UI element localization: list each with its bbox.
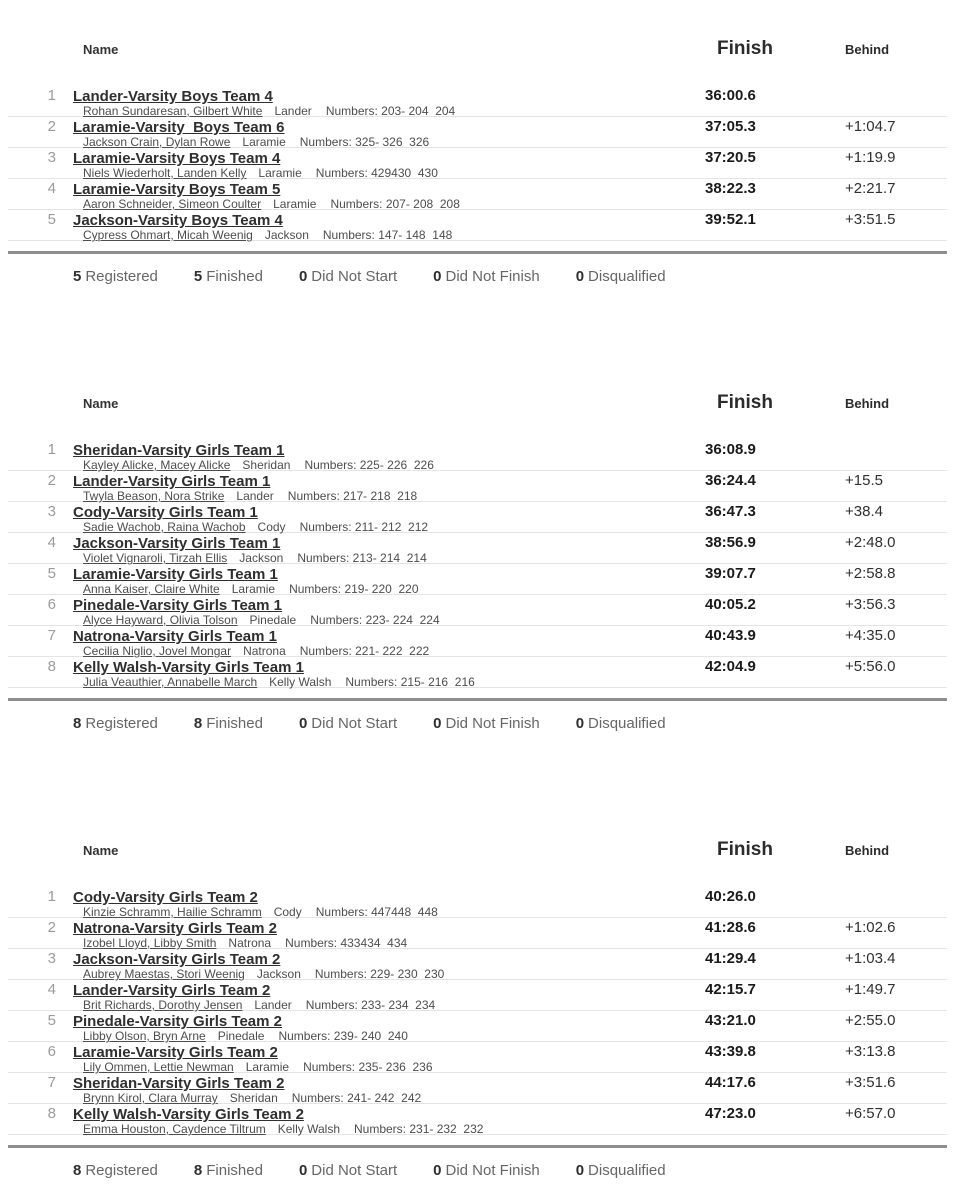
bib-numbers: Numbers: 231- 232 232 (354, 1122, 484, 1136)
bib-numbers: Numbers: 213- 214 214 (297, 551, 427, 565)
summary-item-dq (576, 714, 666, 734)
team-name-link[interactable]: Laramie-Varsity Boys Team 6 (73, 119, 285, 136)
column-header-finish: Finish (717, 392, 773, 413)
rank-number: 2 (47, 118, 56, 135)
bib-numbers: Numbers: 241- 242 242 (291, 1091, 422, 1105)
team-name-link[interactable]: Natrona-Varsity Girls Team 2 (73, 920, 277, 937)
team-name-link[interactable]: Pinedale-Varsity Girls Team 2 (73, 1013, 282, 1030)
summary-label: Did Not Finish (445, 1162, 540, 1179)
team-members-link[interactable]: Kinzie Schramm, Hailie Schramm (83, 905, 262, 919)
table-row (8, 210, 947, 241)
rank-number: 2 (47, 472, 56, 489)
team-cell (73, 535, 705, 564)
team-cell (73, 889, 705, 918)
club-name: Lander (274, 104, 312, 118)
rank-number: 8 (47, 1105, 56, 1122)
team-members-link[interactable]: Brynn Kirol, Clara Murray (83, 1091, 218, 1105)
team-cell (73, 1013, 705, 1042)
club-name: Jackson (264, 228, 309, 242)
team-details (73, 552, 705, 564)
team-members-link[interactable]: Kayley Alicke, Macey Alicke (83, 458, 231, 472)
column-header-name: Name (83, 843, 119, 858)
table-row (8, 440, 947, 471)
results-table-section (8, 831, 947, 1181)
bib-numbers: Numbers: 203- 204 204 (325, 104, 456, 118)
finish-time: 37:20.5 (705, 149, 756, 166)
summary-count: 8 (193, 715, 203, 732)
table-header-row (8, 30, 947, 60)
summary-item-dns (299, 1161, 397, 1181)
behind-time: +2:21.7 (845, 180, 896, 197)
team-members-link[interactable]: Anna Kaiser, Claire White (83, 582, 220, 596)
club-name: Pinedale (249, 613, 297, 627)
table-header-row (8, 384, 947, 414)
summary-row (73, 1161, 947, 1181)
finish-time: 38:22.3 (705, 180, 756, 197)
bib-numbers: Numbers: 223- 224 224 (310, 613, 440, 627)
club-name: Laramie (258, 166, 302, 180)
club-name: Cody (257, 520, 286, 534)
summary-count: 0 (575, 1162, 585, 1179)
bib-numbers: Numbers: 211- 212 212 (299, 520, 429, 534)
team-details (73, 999, 705, 1011)
finish-time: 41:28.6 (705, 919, 756, 936)
team-cell (73, 659, 705, 688)
club-name: Cody (273, 905, 302, 919)
behind-time: +6:57.0 (845, 1105, 896, 1122)
rank-number: 6 (47, 1043, 56, 1060)
summary-count: 8 (193, 1162, 203, 1179)
team-name-link[interactable]: Kelly Walsh-Varsity Girls Team 2 (73, 1106, 304, 1123)
behind-time: +1:04.7 (845, 118, 896, 135)
behind-time: +1:49.7 (845, 981, 896, 998)
club-name: Sheridan (242, 458, 291, 472)
rank-number: 7 (47, 1074, 56, 1091)
team-details (73, 676, 705, 688)
table-header-row (8, 831, 947, 861)
team-cell (73, 920, 705, 949)
behind-time: +15.5 (845, 472, 883, 489)
results-table-section (8, 384, 947, 734)
summary-label: Did Not Start (311, 268, 398, 285)
summary-label: Did Not Start (311, 1162, 398, 1179)
bib-numbers: Numbers: 235- 236 236 (303, 1060, 433, 1074)
rank-number: 6 (47, 596, 56, 613)
club-name: Laramie (273, 197, 317, 211)
summary-count: 0 (433, 715, 442, 732)
table-row (8, 533, 947, 564)
rank-number: 1 (47, 888, 56, 905)
bib-numbers: Numbers: 219- 220 220 (289, 582, 419, 596)
rank-number: 1 (47, 87, 56, 104)
team-members-link[interactable]: Julia Veauthier, Annabelle March (83, 675, 258, 689)
bib-numbers: Numbers: 215- 216 216 (345, 675, 475, 689)
club-name: Lander (254, 998, 292, 1012)
team-name-link[interactable]: Laramie-Varsity Boys Team 5 (73, 181, 281, 198)
team-name-link[interactable]: Lander-Varsity Girls Team 2 (73, 982, 271, 999)
summary-label: Registered (85, 1162, 158, 1179)
summary-count: 8 (73, 715, 82, 732)
team-cell (73, 150, 705, 179)
finish-time: 40:43.9 (705, 627, 756, 644)
behind-time: +4:35.0 (845, 627, 896, 644)
summary-count: 0 (433, 1162, 442, 1179)
finish-time: 39:52.1 (705, 211, 756, 228)
team-name-link[interactable]: Sheridan-Varsity Girls Team 2 (73, 1075, 285, 1092)
team-details (73, 968, 705, 980)
summary-count: 0 (575, 715, 585, 732)
summary-item-dns (299, 714, 397, 734)
summary-label: Finished (206, 268, 263, 285)
summary-label: Disqualified (588, 268, 666, 285)
team-details (73, 490, 705, 502)
team-cell (73, 442, 705, 471)
rank-number: 2 (47, 919, 56, 936)
summary-count: 5 (73, 268, 82, 285)
summary-item-dnf (433, 1161, 540, 1181)
team-details (73, 614, 705, 626)
finish-time: 43:21.0 (705, 1012, 756, 1029)
team-members-link[interactable]: Jackson Crain, Dylan Rowe (83, 135, 231, 149)
team-members-link[interactable]: Izobel Lloyd, Libby Smith (83, 936, 217, 950)
finish-time: 36:24.4 (705, 472, 756, 489)
team-name-link[interactable]: Natrona-Varsity Girls Team 1 (73, 628, 277, 645)
team-details (73, 645, 705, 657)
club-name: Kelly Walsh (269, 675, 332, 689)
rank-number: 3 (47, 950, 56, 967)
rank-number: 8 (47, 658, 56, 675)
team-cell (73, 473, 705, 502)
bib-numbers: Numbers: 447448 448 (315, 905, 438, 919)
table-row (8, 918, 947, 949)
team-cell (73, 566, 705, 595)
column-header-finish: Finish (717, 839, 773, 860)
bib-numbers: Numbers: 239- 240 240 (278, 1029, 408, 1043)
club-name: Natrona (243, 644, 286, 658)
bib-numbers: Numbers: 225- 226 226 (304, 458, 434, 472)
team-name-link[interactable]: Sheridan-Varsity Girls Team 1 (73, 442, 285, 459)
table-row (8, 471, 947, 502)
table-row (8, 595, 947, 626)
team-name-link[interactable]: Laramie-Varsity Girls Team 2 (73, 1044, 278, 1061)
team-members-link[interactable]: Brit Richards, Dorothy Jensen (83, 998, 243, 1012)
behind-time: +38.4 (845, 503, 883, 520)
behind-time: +2:55.0 (845, 1012, 896, 1029)
column-header-behind: Behind (845, 843, 890, 858)
summary-item-dnf (433, 714, 540, 734)
bib-numbers: Numbers: 433434 434 (285, 936, 408, 950)
table-end-divider (8, 1135, 947, 1148)
team-cell (73, 119, 705, 148)
summary-label: Registered (85, 715, 158, 732)
table-row (8, 626, 947, 657)
bib-numbers: Numbers: 217- 218 218 (287, 489, 418, 503)
rank-number: 4 (47, 981, 56, 998)
table-row (8, 148, 947, 179)
summary-item-finished (194, 714, 263, 734)
team-members-link[interactable]: Emma Houston, Caydence Tiltrum (83, 1122, 266, 1136)
team-details (73, 136, 705, 148)
team-details (73, 459, 705, 471)
behind-time: +3:51.5 (845, 211, 896, 228)
summary-count: 0 (298, 715, 308, 732)
club-name: Lander (236, 489, 274, 503)
team-name-link[interactable]: Laramie-Varsity Boys Team 4 (73, 150, 281, 167)
rank-number: 3 (47, 149, 56, 166)
behind-time: +3:13.8 (845, 1043, 896, 1060)
summary-label: Did Not Finish (445, 268, 540, 285)
team-details (73, 521, 705, 533)
rank-number: 5 (47, 1012, 56, 1029)
team-details (73, 198, 705, 210)
bib-numbers: Numbers: 207- 208 208 (330, 197, 460, 211)
table-rows (8, 86, 947, 241)
team-details (73, 1092, 705, 1104)
team-name-link[interactable]: Jackson-Varsity Girls Team 1 (73, 535, 281, 552)
column-header-name: Name (83, 42, 119, 57)
team-cell (73, 181, 705, 210)
bib-numbers: Numbers: 147- 148 148 (322, 228, 453, 242)
team-details (73, 105, 705, 117)
bib-numbers: Numbers: 325- 326 326 (299, 135, 430, 149)
summary-label: Did Not Start (311, 715, 398, 732)
club-name: Laramie (242, 135, 286, 149)
summary-label: Disqualified (588, 715, 666, 732)
summary-label: Disqualified (588, 1162, 666, 1179)
summary-item-registered (73, 267, 158, 287)
finish-time: 42:04.9 (705, 658, 756, 675)
table-end-divider (8, 241, 947, 254)
team-cell (73, 1075, 705, 1104)
finish-time: 44:17.6 (705, 1074, 756, 1091)
finish-time: 40:05.2 (705, 596, 756, 613)
club-name: Laramie (245, 1060, 290, 1074)
team-details (73, 1123, 705, 1135)
finish-time: 40:26.0 (705, 888, 756, 905)
table-row (8, 502, 947, 533)
summary-label: Registered (85, 268, 158, 285)
bib-numbers: Numbers: 229- 230 230 (314, 967, 445, 981)
team-members-link[interactable]: Twyla Beason, Nora Strike (83, 489, 225, 503)
team-cell (73, 628, 705, 657)
team-cell (73, 88, 705, 117)
summary-item-dnf (433, 267, 540, 287)
rank-number: 7 (47, 627, 56, 644)
club-name: Kelly Walsh (277, 1122, 340, 1136)
bib-numbers: Numbers: 429430 430 (315, 166, 438, 180)
team-cell (73, 1044, 705, 1073)
team-details (73, 167, 705, 179)
team-cell (73, 212, 705, 241)
table-row (8, 564, 947, 595)
finish-time: 36:08.9 (705, 441, 756, 458)
summary-label: Finished (206, 1162, 263, 1179)
rank-number: 3 (47, 503, 56, 520)
table-row (8, 887, 947, 918)
team-members-link[interactable]: Rohan Sundaresan, Gilbert White (83, 104, 263, 118)
finish-time: 42:15.7 (705, 981, 756, 998)
team-name-link[interactable]: Cody-Varsity Girls Team 2 (73, 889, 258, 906)
team-details (73, 1061, 705, 1073)
team-members-link[interactable]: Aaron Schneider, Simeon Coulter (83, 197, 262, 211)
summary-label: Did Not Finish (445, 715, 540, 732)
team-details (73, 583, 705, 595)
behind-time: +5:56.0 (845, 658, 896, 675)
club-name: Sheridan (229, 1091, 278, 1105)
summary-item-finished (194, 1161, 263, 1181)
table-end-divider (8, 688, 947, 701)
behind-time: +1:03.4 (845, 950, 896, 967)
team-details (73, 906, 705, 918)
club-name: Jackson (239, 551, 284, 565)
results-table-section (8, 30, 947, 287)
club-name: Natrona (228, 936, 272, 950)
rank-number: 5 (47, 211, 56, 228)
bib-numbers: Numbers: 233- 234 234 (305, 998, 436, 1012)
team-members-link[interactable]: Sadie Wachob, Raina Wachob (83, 520, 246, 534)
team-members-link[interactable]: Niels Wiederholt, Landen Kelly (83, 166, 247, 180)
team-cell (73, 1106, 705, 1135)
club-name: Pinedale (217, 1029, 265, 1043)
team-members-link[interactable]: Cypress Ohmart, Micah Weenig (83, 228, 253, 242)
summary-item-registered (73, 714, 158, 734)
team-name-link[interactable]: Jackson-Varsity Girls Team 2 (73, 951, 281, 968)
team-cell (73, 982, 705, 1011)
behind-time: +3:56.3 (845, 596, 896, 613)
summary-item-finished (194, 267, 263, 287)
summary-count: 0 (575, 268, 585, 285)
behind-time: +2:48.0 (845, 534, 896, 551)
team-details (73, 1030, 705, 1042)
table-row (8, 980, 947, 1011)
finish-time: 43:39.8 (705, 1043, 756, 1060)
team-members-link[interactable]: Alyce Hayward, Olivia Tolson (83, 613, 238, 627)
table-row (8, 1104, 947, 1135)
finish-time: 36:47.3 (705, 503, 756, 520)
summary-count: 5 (193, 268, 203, 285)
behind-time: +1:19.9 (845, 149, 896, 166)
finish-time: 41:29.4 (705, 950, 756, 967)
finish-time: 36:00.6 (705, 87, 756, 104)
finish-time: 38:56.9 (705, 534, 756, 551)
behind-time: +3:51.6 (845, 1074, 896, 1091)
table-row (8, 1042, 947, 1073)
team-name-link[interactable]: Lander-Varsity Girls Team 1 (73, 473, 271, 490)
summary-item-dq (576, 267, 666, 287)
finish-time: 37:05.3 (705, 118, 756, 135)
team-cell (73, 597, 705, 626)
column-header-finish: Finish (717, 38, 773, 59)
team-details (73, 937, 705, 949)
team-name-link[interactable]: Laramie-Varsity Girls Team 1 (73, 566, 278, 583)
table-row (8, 657, 947, 688)
column-header-name: Name (83, 396, 119, 411)
table-rows (8, 887, 947, 1135)
club-name: Jackson (256, 967, 301, 981)
team-name-link[interactable]: Lander-Varsity Boys Team 4 (73, 88, 273, 105)
table-row (8, 1011, 947, 1042)
team-members-link[interactable]: Cecilia Niglio, Jovel Mongar (83, 644, 232, 658)
summary-row (73, 714, 947, 734)
team-members-link[interactable]: Libby Olson, Bryn Arne (83, 1029, 206, 1043)
table-row (8, 117, 947, 148)
team-cell (73, 504, 705, 533)
team-name-link[interactable]: Jackson-Varsity Boys Team 4 (73, 212, 283, 229)
table-rows (8, 440, 947, 688)
team-members-link[interactable]: Lily Ommen, Lettie Newman (83, 1060, 234, 1074)
rank-number: 5 (47, 565, 56, 582)
club-name: Laramie (231, 582, 276, 596)
column-header-behind: Behind (845, 396, 890, 411)
rank-number: 4 (47, 534, 56, 551)
summary-item-dq (576, 1161, 666, 1181)
summary-count: 0 (433, 268, 442, 285)
summary-label: Finished (206, 715, 263, 732)
summary-item-registered (73, 1161, 158, 1181)
table-row (8, 1073, 947, 1104)
summary-count: 0 (298, 268, 308, 285)
summary-row (73, 267, 947, 287)
column-header-behind: Behind (845, 42, 890, 57)
finish-time: 39:07.7 (705, 565, 756, 582)
summary-item-dns (299, 267, 397, 287)
team-details (73, 229, 705, 241)
table-row (8, 86, 947, 117)
table-row (8, 179, 947, 210)
table-row (8, 949, 947, 980)
rank-number: 1 (47, 441, 56, 458)
team-members-link[interactable]: Violet Vignaroli, Tirzah Ellis (83, 551, 228, 565)
rank-number: 4 (47, 180, 56, 197)
team-cell (73, 951, 705, 980)
behind-time: +2:58.8 (845, 565, 896, 582)
summary-count: 8 (73, 1162, 82, 1179)
bib-numbers: Numbers: 221- 222 222 (299, 644, 430, 658)
team-name-link[interactable]: Pinedale-Varsity Girls Team 1 (73, 597, 282, 614)
summary-count: 0 (298, 1162, 308, 1179)
team-name-link[interactable]: Cody-Varsity Girls Team 1 (73, 504, 258, 521)
finish-time: 47:23.0 (705, 1105, 756, 1122)
team-name-link[interactable]: Kelly Walsh-Varsity Girls Team 1 (73, 659, 304, 676)
behind-time: +1:02.6 (845, 919, 896, 936)
team-members-link[interactable]: Aubrey Maestas, Stori Weenig (83, 967, 245, 981)
